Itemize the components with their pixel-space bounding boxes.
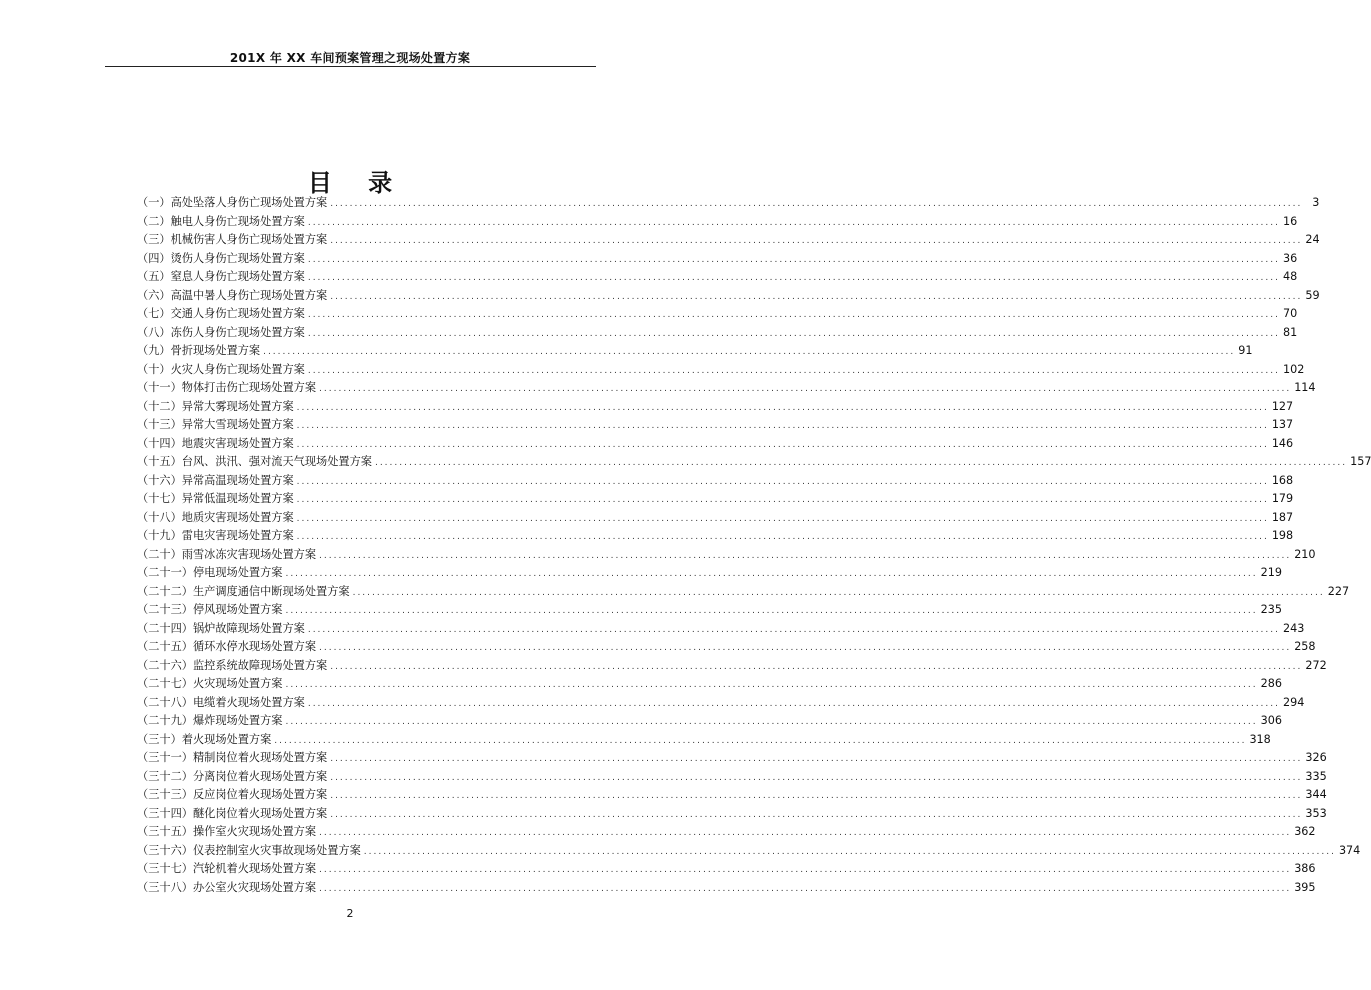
toc-entry-label: （三十六）仪表控制室火灾事故现场处置方案 (137, 843, 361, 857)
toc-entry-page: 102 (1283, 362, 1305, 376)
toc-entry-label: （三十四）醚化岗位着火现场处置方案 (137, 806, 328, 820)
dot-leader: ........................................................................................................................................................................................................ (296, 439, 1269, 450)
dot-leader: ........................................................................................................................................................................................................ (296, 495, 1269, 505)
toc-entry-page: 286 (1260, 677, 1282, 690)
toc-entry-page: 168 (1271, 473, 1294, 487)
toc-entry[interactable] (137, 638, 1316, 657)
toc-entry-label: （十七）异常低温现场处置方案 (137, 492, 294, 505)
toc-entry-page: 146 (1271, 436, 1294, 450)
toc-entry-label: （十二）异常大雾现场处置方案 (137, 399, 294, 413)
toc-entry-page: 137 (1271, 418, 1294, 431)
toc-entry-page: 362 (1294, 825, 1316, 838)
toc-entry-page: 294 (1283, 695, 1305, 709)
toc-entry-label: （三十七）汽轮机着火现场处置方案 (137, 862, 317, 875)
toc-entry-label: （二）触电人身伤亡现场处置方案 (137, 214, 305, 228)
toc-entry[interactable] (137, 823, 1316, 842)
toc-entry-page: 127 (1271, 399, 1294, 413)
toc-entry-page: 24 (1305, 233, 1320, 246)
toc-entry-page: 386 (1294, 862, 1316, 875)
toc-entry-page: 395 (1294, 880, 1316, 894)
dot-leader: ........................................................................................................................................................................................................ (296, 532, 1269, 542)
dot-leader: ........................................................................................................................................................................................................ (330, 754, 1303, 764)
toc-entry-page: 210 (1294, 547, 1316, 561)
toc-entry-page: 235 (1260, 603, 1282, 616)
toc-entry-label: （三十五）操作室火灾现场处置方案 (137, 825, 317, 838)
dot-leader: ........................................................................................................................................................................................................ (330, 772, 1303, 783)
toc-entry-page: 16 (1283, 214, 1298, 228)
toc-entry-label: （二十四）锅炉故障现场处置方案 (137, 621, 305, 635)
toc-entry-page: 179 (1271, 492, 1294, 505)
dot-leader: ........................................................................................................................................................................................................ (285, 717, 1258, 727)
toc-entry-label: （十五）台风、洪汛、强对流天气现场处置方案 (137, 455, 372, 468)
toc-entry-label: （一）高处坠落人身伤亡现场处置方案 (137, 196, 328, 209)
toc-entry-label: （二十九）爆炸现场处置方案 (137, 714, 283, 727)
toc-entry[interactable] (137, 786, 1327, 805)
toc-entry-page: 70 (1283, 307, 1298, 320)
toc-entry[interactable] (137, 490, 1294, 509)
toc-entry[interactable] (137, 879, 1316, 898)
dot-leader: ........................................................................................................................................................................................................ (285, 680, 1258, 690)
toc-entry[interactable] (137, 731, 1271, 750)
toc-entry-label: （七）交通人身伤亡现场处置方案 (137, 307, 305, 320)
dot-leader: ........................................................................................................................................................................................................ (319, 883, 1292, 894)
toc-entry[interactable] (137, 287, 1320, 306)
toc-entry[interactable] (137, 213, 1298, 232)
toc-entry-page: 36 (1283, 251, 1298, 265)
toc-entry[interactable] (137, 342, 1253, 361)
dot-leader: ........................................................................................................................................................................................................ (296, 421, 1269, 431)
toc-entry-page: 91 (1238, 344, 1253, 357)
toc-entry-page: 198 (1271, 529, 1294, 542)
toc-entry[interactable] (137, 324, 1298, 343)
dot-leader: ........................................................................................................................................................................................................ (307, 698, 1280, 709)
toc-entry-label: （三十一）精制岗位着火现场处置方案 (137, 751, 328, 764)
toc-entry[interactable] (137, 398, 1294, 417)
toc-entry-page: 318 (1249, 732, 1271, 746)
toc-entry[interactable] (137, 268, 1298, 287)
toc-entry-label: （二十七）火灾现场处置方案 (137, 677, 283, 690)
toc-entry-label: （十三）异常大雪现场处置方案 (137, 418, 294, 431)
dot-leader: ........................................................................................................................................................................................................ (296, 402, 1269, 413)
toc-entry-label: （二十二）生产调度通信中断现场处置方案 (137, 584, 350, 598)
toc-entry[interactable] (137, 601, 1282, 620)
toc-entry[interactable] (137, 749, 1327, 768)
dot-leader: ........................................................................................................................................................................................................ (263, 347, 1236, 357)
dot-leader: ........................................................................................................................................................................................................ (319, 550, 1292, 561)
dot-leader: ........................................................................................................................................................................................................ (319, 384, 1292, 394)
page-number: 2 (346, 907, 354, 920)
toc-entry[interactable] (137, 860, 1316, 879)
toc-entry[interactable] (137, 361, 1305, 380)
header-rule (105, 66, 596, 67)
toc-entry[interactable] (137, 305, 1298, 324)
dot-leader: ........................................................................................................................................................................................................ (330, 236, 1303, 246)
toc-entry[interactable] (137, 620, 1305, 639)
toc-entry-page: 335 (1305, 769, 1327, 783)
toc-entry-label: （十八）地质灾害现场处置方案 (137, 510, 294, 524)
toc-entry-label: （十六）异常高温现场处置方案 (137, 473, 294, 487)
dot-leader: ........................................................................................................................................................................................................ (307, 254, 1280, 265)
toc-entry-page: 187 (1271, 510, 1294, 524)
toc-entry-label: （三）机械伤害人身伤亡现场处置方案 (137, 233, 328, 246)
toc-entry[interactable] (137, 194, 1320, 213)
toc-entry-page: 59 (1305, 288, 1320, 302)
toc-entry[interactable] (137, 453, 1371, 472)
toc-entry-label: （九）骨折现场处置方案 (137, 344, 261, 357)
dot-leader: ........................................................................................................................................................................................................ (330, 199, 1303, 209)
toc-entry-label: （十四）地震灾害现场处置方案 (137, 436, 294, 450)
toc-entry-page: 48 (1283, 270, 1298, 283)
dot-leader: ........................................................................................................................................................................................................ (363, 846, 1336, 857)
toc-entry-label: （十九）雷电灾害现场处置方案 (137, 529, 294, 542)
dot-leader: ........................................................................................................................................................................................................ (319, 643, 1292, 653)
toc-entry-label: （三十二）分离岗位着火现场处置方案 (137, 769, 328, 783)
toc-entry-page: 81 (1283, 325, 1298, 339)
toc-entry[interactable] (137, 231, 1320, 250)
toc-entry[interactable] (137, 842, 1361, 861)
toc-entry[interactable] (137, 379, 1316, 398)
dot-leader: ........................................................................................................................................................................................................ (296, 476, 1269, 487)
dot-leader: ........................................................................................................................................................................................................ (330, 809, 1303, 820)
toc-entry-page: 219 (1260, 566, 1282, 579)
toc-entry-page: 306 (1260, 714, 1282, 727)
dot-leader: ........................................................................................................................................................................................................ (307, 217, 1280, 228)
toc-entry-label: （三十三）反应岗位着火现场处置方案 (137, 788, 328, 801)
table-of-contents (137, 194, 1371, 897)
toc-entry-page: 157 (1350, 455, 1371, 468)
dot-leader: ........................................................................................................................................................................................................ (296, 513, 1269, 524)
toc-entry-page: 374 (1338, 843, 1361, 857)
toc-entry-page: 344 (1305, 788, 1327, 801)
toc-entry[interactable] (137, 250, 1298, 269)
toc-entry-label: （五）窒息人身伤亡现场处置方案 (137, 270, 305, 283)
toc-title: 目 录 (307, 169, 407, 197)
toc-entry-page: 243 (1283, 621, 1305, 635)
toc-entry[interactable] (137, 768, 1327, 787)
toc-entry[interactable] (137, 805, 1327, 824)
toc-entry[interactable] (137, 472, 1294, 491)
dot-leader: ........................................................................................................................................................................................................ (307, 273, 1280, 283)
toc-entry-label: （二十五）循环水停水现场处置方案 (137, 640, 317, 653)
toc-entry-page: 272 (1305, 658, 1327, 672)
toc-entry[interactable] (137, 583, 1350, 602)
dot-leader: ........................................................................................................................................................................................................ (374, 458, 1348, 468)
toc-entry-label: （二十三）停风现场处置方案 (137, 603, 283, 616)
toc-entry[interactable] (137, 546, 1316, 565)
dot-leader: ........................................................................................................................................................................................................ (330, 291, 1303, 302)
toc-entry-page: 326 (1305, 751, 1327, 764)
dot-leader: ........................................................................................................................................................................................................ (352, 587, 1325, 598)
toc-entry-label: （十一）物体打击伤亡现场处置方案 (137, 381, 317, 394)
toc-entry-label: （三十八）办公室火灾现场处置方案 (137, 880, 317, 894)
toc-entry-label: （十）火灾人身伤亡现场处置方案 (137, 362, 305, 376)
toc-entry[interactable] (137, 435, 1294, 454)
dot-leader: ........................................................................................................................................................................................................ (307, 310, 1280, 320)
toc-entry[interactable] (137, 657, 1327, 676)
toc-entry-label: （二十八）电缆着火现场处置方案 (137, 695, 305, 709)
toc-entry-label: （二十）雨雪冰冻灾害现场处置方案 (137, 547, 317, 561)
toc-entry[interactable] (137, 675, 1282, 694)
toc-entry-label: （四）烫伤人身伤亡现场处置方案 (137, 251, 305, 265)
dot-leader: ........................................................................................................................................................................................................ (285, 569, 1258, 579)
toc-entry[interactable] (137, 527, 1294, 546)
dot-leader: ........................................................................................................................................................................................................ (307, 624, 1280, 635)
toc-entry-label: （六）高温中暑人身伤亡现场处置方案 (137, 288, 328, 302)
toc-entry-label: （八）冻伤人身伤亡现场处置方案 (137, 325, 305, 339)
dot-leader: ........................................................................................................................................................................................................ (319, 865, 1292, 875)
running-header-title: 201X 年 XX 车间预案管理之现场处置方案 (229, 51, 471, 65)
dot-leader: ........................................................................................................................................................................................................ (274, 735, 1247, 746)
toc-entry-page: 353 (1305, 806, 1327, 820)
dot-leader: ........................................................................................................................................................................................................ (285, 606, 1258, 616)
toc-entry-label: （三十）着火现场处置方案 (137, 732, 272, 746)
toc-entry-page: 114 (1294, 381, 1316, 394)
toc-entry[interactable] (137, 509, 1294, 528)
toc-entry-page: 258 (1294, 640, 1316, 653)
dot-leader: ........................................................................................................................................................................................................ (307, 365, 1280, 376)
dot-leader: ........................................................................................................................................................................................................ (330, 661, 1303, 672)
toc-entry[interactable] (137, 564, 1282, 583)
toc-entry-page: 3 (1312, 196, 1320, 209)
toc-entry-label: （二十一）停电现场处置方案 (137, 566, 283, 579)
toc-entry[interactable] (137, 694, 1305, 713)
toc-entry-page: 227 (1327, 584, 1350, 598)
dot-leader: ........................................................................................................................................................................................................ (307, 328, 1280, 339)
dot-leader: ........................................................................................................................................................................................................ (319, 828, 1292, 838)
toc-entry[interactable] (137, 712, 1282, 731)
toc-entry[interactable] (137, 416, 1294, 435)
dot-leader: ........................................................................................................................................................................................................ (330, 791, 1303, 801)
toc-entry-label: （二十六）监控系统故障现场处置方案 (137, 658, 328, 672)
